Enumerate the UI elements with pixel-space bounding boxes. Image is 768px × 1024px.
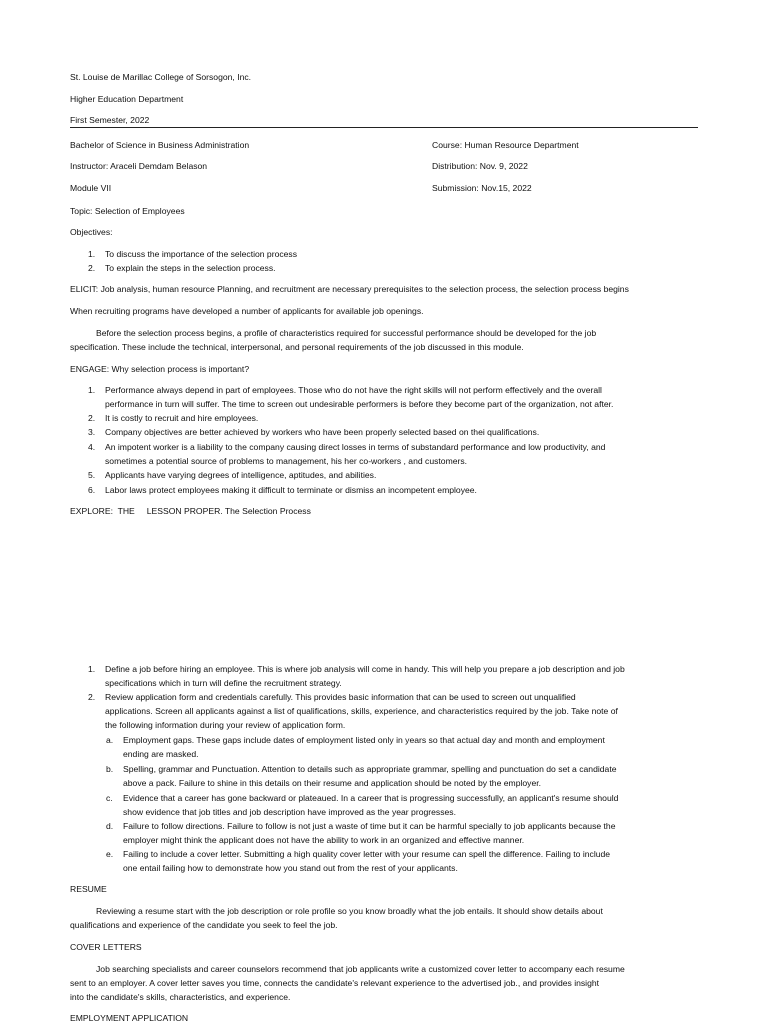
step-line: Review application form and credentials carefully. This provides basic information that can be used to screen out unqualified (105, 692, 576, 702)
engage-item-line: It is costly to recruit and hire employees. (105, 413, 259, 423)
program-name: Bachelor of Science in Business Administration (70, 140, 250, 150)
engage-number: 5. (88, 470, 96, 480)
sub-item-line: show evidence that job titles and job description have improved as the year progresses. (123, 807, 456, 817)
instructor: Instructor: Araceli Demdam Belason (70, 161, 208, 171)
sub-item-line: ending are masked. (123, 749, 199, 759)
step-number: 1. (88, 664, 96, 674)
course-name: Course: Human Resource Department (432, 140, 579, 150)
header-divider (70, 127, 698, 128)
engage-heading: ENGAGE: Why selection process is important? (70, 364, 250, 374)
objectives-heading: Objectives: (70, 227, 113, 237)
engage-item-line: performance in turn will suffer. The time to screen out undesirable performers is before they become part of the organization, not after. (105, 399, 614, 409)
resume-paragraph-line: qualifications and experience of the candidate you seek to feel the job. (70, 920, 338, 930)
objective-number: 1. (88, 249, 96, 259)
sub-item-letter: d. (106, 821, 114, 831)
cover-paragraph-line: sent to an employer. A cover letter saves you time, connects the candidate's relevant experience to the advertised job., and provides insight (70, 978, 600, 988)
cover-letters-heading: COVER LETTERS (70, 942, 142, 952)
sub-item-line: above a pack. Failure to shine in this details on their resume and application should be noted by the employer. (123, 778, 542, 788)
step-line: Define a job before hiring an employee. This is where job analysis will come in handy. This will help you prepare a job description and job (105, 664, 625, 674)
resume-heading: RESUME (70, 884, 107, 894)
before-paragraph-line: Before the selection process begins, a profile of characteristics required for successful performance should be developed for the job (96, 328, 597, 338)
sub-item-line: Failing to include a cover letter. Submitting a high quality cover letter with your resume can spell the difference. Failing to include (123, 849, 611, 859)
step-line: specifications which in turn will define the recruitment strategy. (105, 678, 342, 688)
recruiting-paragraph: When recruiting programs have developed a number of applicants for available job openings. (70, 306, 424, 316)
before-paragraph-line: specification. These include the technical, interpersonal, and personal requirements of the job discussed in this module. (70, 342, 524, 352)
engage-item-line: An impotent worker is a liability to the company causing direct losses in terms of substandard performance and low productivity, and (105, 442, 606, 452)
topic: Topic: Selection of Employees (70, 206, 185, 216)
sub-item-line: employer might think the applicant does not have the ability to work in an organized and effective manner. (123, 835, 525, 845)
engage-item-line: sometimes a potential source of problems to management, his her co-workers , and customers. (105, 456, 468, 466)
distribution-date: Distribution: Nov. 9, 2022 (432, 161, 528, 171)
step-line: the following information during your review of application form. (105, 720, 346, 730)
module-label: Module VII (70, 183, 112, 193)
sub-item-line: Employment gaps. These gaps include dates of employment listed only in years so that actual day and month and employment (123, 735, 605, 745)
sub-item-letter: e. (106, 849, 114, 859)
engage-number: 3. (88, 427, 96, 437)
semester: First Semester, 2022 (70, 115, 150, 125)
resume-paragraph-line: Reviewing a resume start with the job description or role profile so you know broadly what the job entails. It should show details about (96, 906, 603, 916)
engage-number: 4. (88, 442, 96, 452)
engage-item-line: Applicants have varying degrees of intelligence, aptitudes, and abilities. (105, 470, 377, 480)
objective-number: 2. (88, 263, 96, 273)
engage-number: 1. (88, 385, 96, 395)
submission-date: Submission: Nov.15, 2022 (432, 183, 532, 193)
step-number: 2. (88, 692, 96, 702)
objective-item: To explain the steps in the selection process. (105, 263, 276, 273)
sub-item-line: Spelling, grammar and Punctuation. Attention to details such as appropriate grammar, spelling and punctuation do set a candidate (123, 764, 617, 774)
sub-item-letter: c. (106, 793, 113, 803)
objective-item: To discuss the importance of the selection process (105, 249, 298, 259)
cover-paragraph-line: into the candidate's skills, characteristics, and experience. (70, 992, 291, 1002)
college-name: St. Louise de Marillac College of Sorsogon, Inc. (70, 72, 252, 82)
sub-item-letter: a. (106, 735, 114, 745)
sub-item-letter: b. (106, 764, 114, 774)
engage-number: 2. (88, 413, 96, 423)
sub-item-line: Evidence that a career has gone backward or plateaued. In a career that is progressing successfully, an applicant's resume should (123, 793, 619, 803)
sub-item-line: Failure to follow directions. Failure to follow is not just a waste of time but it can be harmful specially to job applicants because the (123, 821, 616, 831)
step-line: applications. Screen all applicants against a list of qualifications, skills, experience, and characteristics required by the job. Take note of (105, 706, 618, 716)
cover-paragraph-line: Job searching specialists and career counselors recommend that job applicants write a customized cover letter to accompany each resume (96, 964, 625, 974)
engage-item-line: Performance always depend in part of employees. Those who do not have the right skills will not perform effectively and the overall (105, 385, 602, 395)
engage-item-line: Company objectives are better achieved by workers who have been properly selected based on thei qualifications. (105, 427, 540, 437)
elicit-paragraph: ELICIT: Job analysis, human resource Planning, and recruitment are necessary prerequisites to the selection process, the selection process begins (70, 284, 629, 294)
department-name: Higher Education Department (70, 94, 184, 104)
engage-number: 6. (88, 485, 96, 495)
sub-item-line: one entail failing how to demonstrate how you stand out from the rest of your applicants. (123, 863, 458, 873)
engage-item-line: Labor laws protect employees making it difficult to terminate or dismiss an incompetent employee. (105, 485, 477, 495)
employment-application-heading: EMPLOYMENT APPLICATION (70, 1013, 189, 1023)
explore-heading: EXPLORE: THE LESSON PROPER. The Selection Process (70, 506, 311, 516)
